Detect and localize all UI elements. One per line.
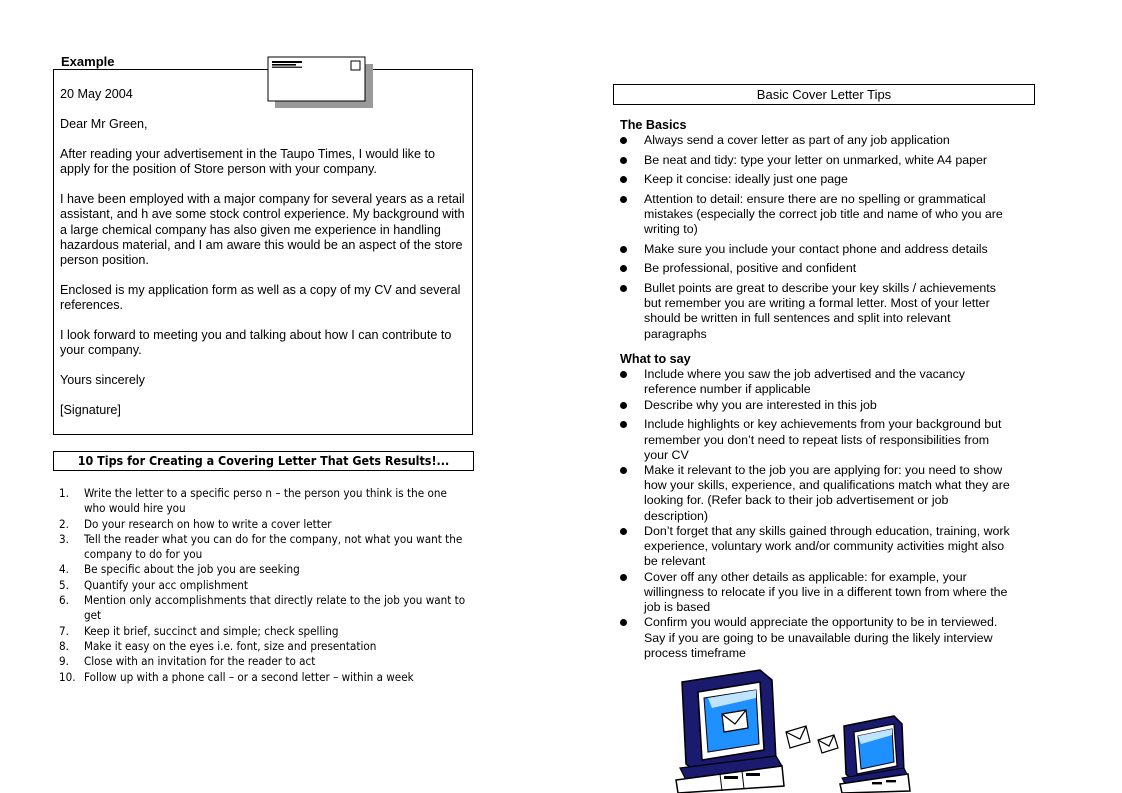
item-text: Close with an invitation for the reader to act bbox=[84, 654, 316, 669]
list-item: Include highlights or key achievements from your background but remember you don’t need to repeat lists of responsibilities from your CV bbox=[620, 417, 1010, 463]
list-item: Be professional, positive and confident bbox=[620, 261, 1010, 276]
tips10-list bbox=[59, 486, 469, 685]
item-text: Do your research on how to write a cover letter bbox=[84, 516, 332, 531]
letter-salutation: Dear Mr Green, bbox=[60, 117, 148, 131]
basics-heading: The Basics bbox=[620, 118, 687, 132]
letter-paragraph: I have been employed with a major company for several years as a retail assistant, and h ave some stock control experience. My background with a large chemical company has also given me experience in handling hazardous material, and I am aware this would be an aspect of the store person position. bbox=[60, 192, 465, 268]
basics-list bbox=[620, 133, 1010, 346]
item-number: 7. bbox=[59, 623, 69, 638]
item-number: 4. bbox=[59, 562, 69, 577]
item-number: 3. bbox=[59, 531, 69, 546]
list-item: Confirm you would appreciate the opportunity to be in terviewed. Say if you are going to be unavailable during the likely interview process timeframe bbox=[620, 615, 1010, 661]
list-item: Always send a cover letter as part of any job application bbox=[620, 133, 1010, 148]
list-item: Make it relevant to the job you are applying for: you need to show how your skills, experience, and qualifications match what they are looking for. (Refer back to their job advertisement or job description) bbox=[620, 463, 1010, 524]
item-number: 9. bbox=[59, 654, 69, 669]
example-label: Example bbox=[61, 54, 115, 69]
item-number: 2. bbox=[59, 516, 69, 531]
item-text: Mention only accomplishments that directly relate to the job you want to get bbox=[84, 593, 466, 623]
list-item bbox=[59, 517, 469, 532]
item-text: Follow up with a phone call – or a second letter – within a week bbox=[84, 669, 414, 684]
item-number: 10. bbox=[59, 669, 76, 684]
list-item bbox=[59, 639, 469, 654]
letter-paragraph: I look forward to meeting you and talking about how I can contribute to your company. bbox=[60, 328, 452, 358]
list-item bbox=[59, 593, 469, 624]
list-item: Cover off any other details as applicable: for example, your willingness to relocate if you live in a different town from where the job is based bbox=[620, 570, 1010, 616]
what-to-say-list bbox=[620, 367, 1010, 661]
computers-email-icon bbox=[672, 668, 914, 793]
item-number: 8. bbox=[59, 638, 69, 653]
letter-signature: [Signature] bbox=[60, 403, 121, 418]
item-text: Make it easy on the eyes i.e. font, size and presentation bbox=[84, 638, 377, 653]
item-number: 1. bbox=[59, 486, 69, 500]
list-item bbox=[59, 578, 469, 593]
small-computer-icon bbox=[840, 716, 910, 793]
flying-envelope-icon bbox=[818, 735, 838, 753]
list-item: Include where you saw the job advertised and the vacancy reference number if applicable bbox=[620, 367, 1010, 397]
list-item: Don’t forget that any skills gained through education, training, work experience, voluntary work and/or community activities might also be relevant bbox=[620, 524, 1010, 570]
item-text: Quantify your acc omplishment bbox=[84, 577, 248, 592]
list-item bbox=[59, 624, 469, 639]
list-item bbox=[59, 532, 469, 563]
letter-closing: Yours sincerely bbox=[60, 373, 145, 388]
item-text: Keep it brief, succinct and simple; check spelling bbox=[84, 623, 339, 638]
letter-paragraph: Enclosed is my application form as well as a copy of my CV and several references. bbox=[60, 283, 461, 313]
list-item: Attention to detail: ensure there are no spelling or grammatical mistakes (especially the correct job title and name of who you are writing to) bbox=[620, 192, 1010, 238]
item-text: Be specific about the job you are seeking bbox=[84, 562, 300, 577]
item-text: Write the letter to a specific perso n – the person you think is the one who would hire you bbox=[84, 486, 447, 516]
item-number: 6. bbox=[59, 593, 69, 608]
list-item: Bullet points are great to describe your key skills / achievements but remember you are writing a formal letter. Most of your letter should be written in full sentences and split into relevant paragraphs bbox=[620, 281, 1010, 342]
list-item bbox=[59, 562, 469, 577]
list-item: Be neat and tidy: type your letter on unmarked, white A4 paper bbox=[620, 153, 1010, 168]
large-computer-icon bbox=[676, 670, 784, 793]
example-letter bbox=[60, 87, 465, 433]
flying-envelope-icon bbox=[786, 726, 810, 748]
item-text: Tell the reader what you can do for the company, not what you want the company to do for you bbox=[84, 531, 463, 562]
basic-tips-title: Basic Cover Letter Tips bbox=[613, 84, 1035, 105]
list-item bbox=[59, 486, 469, 517]
item-number: 5. bbox=[59, 577, 69, 592]
envelope-icon bbox=[267, 56, 375, 110]
letter-date: 20 May 2004 bbox=[60, 87, 133, 101]
list-item: Describe why you are interested in this job bbox=[620, 398, 1010, 413]
list-item bbox=[59, 654, 469, 669]
tips10-title: 10 Tips for Creating a Covering Letter That Gets Results!... bbox=[53, 451, 474, 471]
list-item bbox=[59, 670, 469, 685]
list-item: Make sure you include your contact phone and address details bbox=[620, 242, 1010, 257]
letter-paragraph: After reading your advertisement in the Taupo Times, I would like to apply for the position of Store person with your company. bbox=[60, 147, 435, 177]
what-to-say-heading: What to say bbox=[620, 352, 691, 366]
list-item: Keep it concise: ideally just one page bbox=[620, 172, 1010, 187]
